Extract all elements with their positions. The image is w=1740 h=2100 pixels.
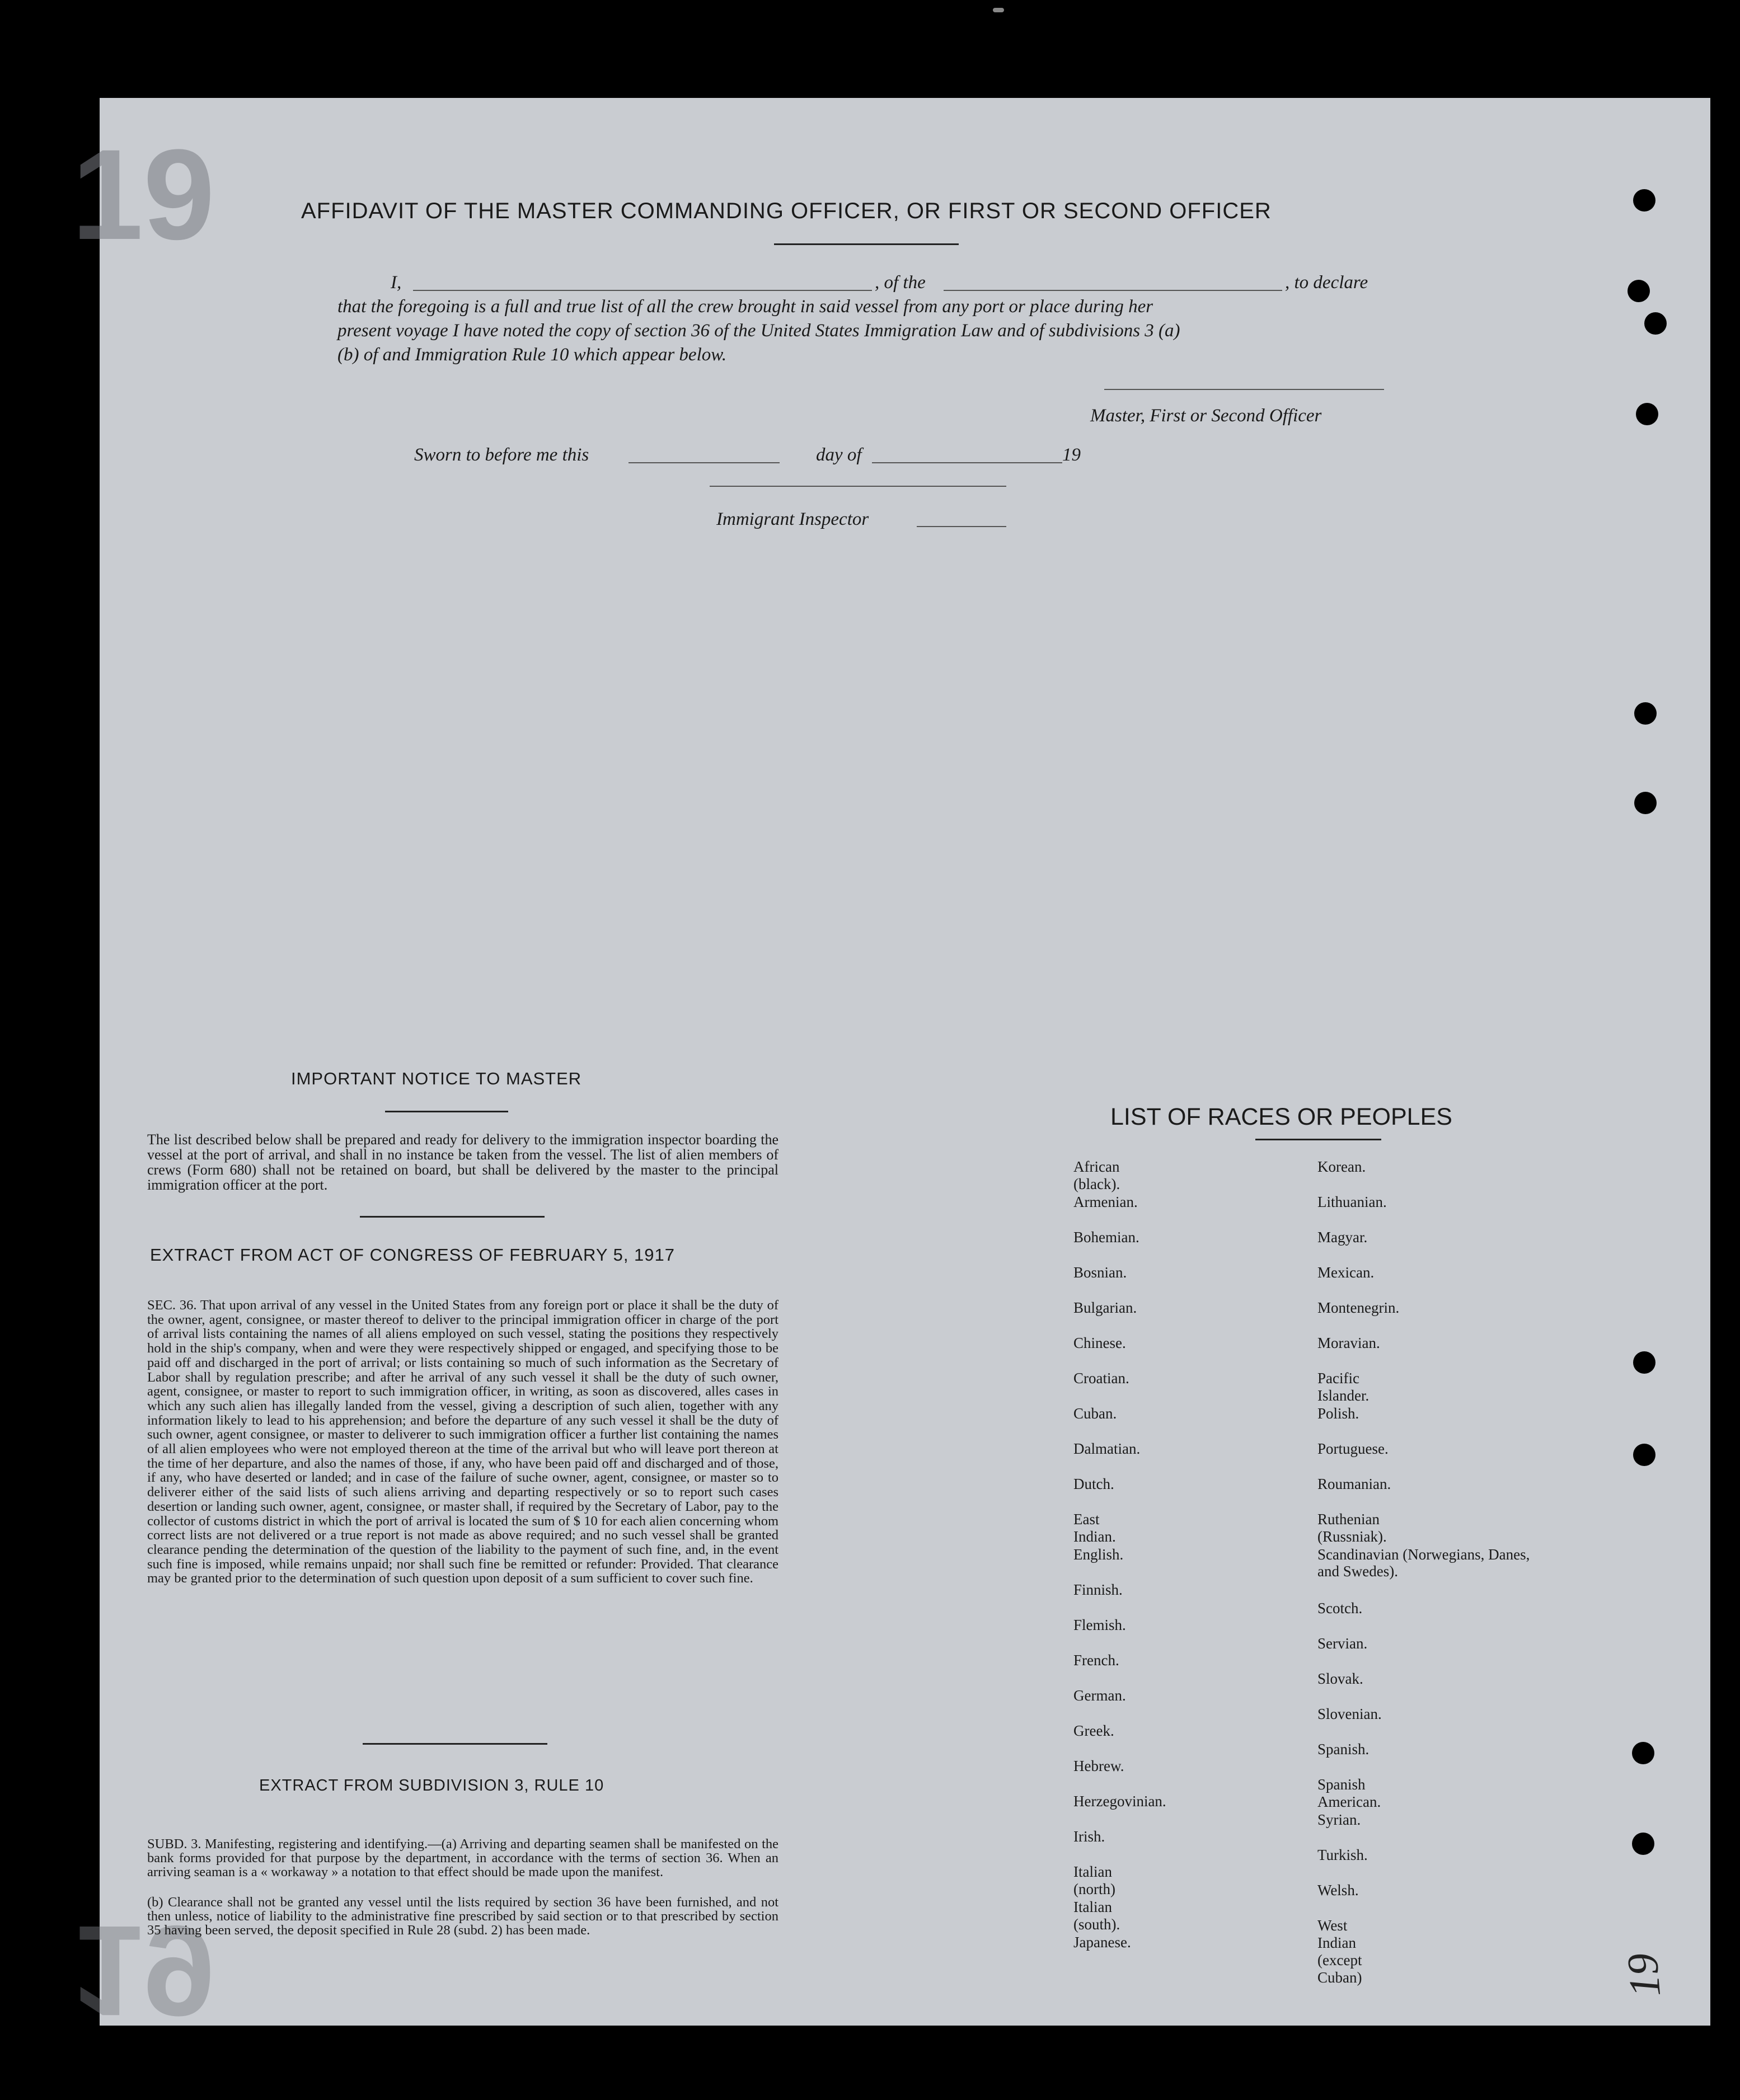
race-item: Roumanian. — [1317, 1476, 1391, 1492]
act-title: EXTRACT FROM ACT OF CONGRESS OF FEBRUARY 5, 1917 — [150, 1245, 676, 1265]
punch-hole — [1636, 403, 1658, 425]
rule-text-a: SUBD. 3. Manifesting, registering and identifying.—(a) Arriving and departing seamen shall be manifested on the bank forms provided for that purpose by the department, in accordance with the terms of section 36. When an arriving seaman is a « workaway » a notation to that effect should be made upon the manifest. — [147, 1836, 778, 1880]
punch-hole — [1644, 312, 1667, 335]
punch-hole — [1633, 1351, 1655, 1374]
race-item: Portuguese. — [1317, 1440, 1389, 1457]
race-item: Polish. — [1317, 1405, 1359, 1422]
notice-text: The list described below shall be prepared and ready for delivery to the immigration inspector boarding the vessel at the port of arrival, and shall in no instance be taken from the vessel. The list of alien members of crews (Form 680) shall not be retained on board, but shall be delivered by the master to the principal immigration officer at the port. — [147, 1131, 778, 1193]
race-item: Korean. — [1317, 1158, 1366, 1175]
races-col1 — [1073, 98, 1166, 1951]
race-item: Dutch. — [1073, 1476, 1114, 1492]
notice-divider — [360, 1216, 545, 1218]
affidavit-line3: present voyage I have noted the copy of section 36 of the United States Immigration Law and of subdivisions 3 (a) — [337, 321, 1180, 341]
sworn-day-field[interactable] — [629, 462, 780, 463]
inspector-signature-field[interactable] — [710, 486, 1006, 487]
punch-hole — [1632, 1742, 1654, 1764]
affidavit-line1-a: I, — [391, 273, 402, 293]
race-item: Italian (north) — [1073, 1863, 1115, 1897]
race-item: African (black). — [1073, 1158, 1120, 1192]
rule-text-b: (b) Clearance shall not be granted any vessel until the lists required by section 36 have been furnished, and not then unless, notice of liability to the administrative fine prescribed by said section or to that prescribed by section 35 having been served, the deposit specified in Rule 28 (subd. 2) has been made. — [147, 1895, 778, 1938]
sworn-day-of: day of — [816, 445, 862, 465]
race-item: Lithuanian. — [1317, 1194, 1387, 1210]
race-item: Slovenian. — [1317, 1706, 1382, 1722]
race-item: Herzegovinian. — [1073, 1793, 1166, 1810]
margin-number: 19 — [1617, 1951, 1670, 1999]
race-item: Spanish American. — [1317, 1776, 1381, 1810]
sworn-text: Sworn to before me this — [414, 445, 589, 465]
race-item: Scandinavian (Norwegians, Danes, and Swedes). — [1317, 1546, 1530, 1580]
race-item: Mexican. — [1317, 1264, 1375, 1281]
race-item: Moravian. — [1317, 1335, 1380, 1351]
race-item: Bulgarian. — [1073, 1299, 1137, 1316]
inspector-field-extra[interactable] — [917, 526, 1006, 527]
signature-field[interactable] — [1104, 389, 1384, 390]
act-text: SEC. 36. That upon arrival of any vessel in the United States from any foreign port or place it shall be the duty of the owner, agent, consignee, or master thereof to deliver to the principal immigration officer in charge of the port of arrival lists containing the names of all aliens employed on such vessel, stating the positions they respectively hold in the ship's company, when and were they were respectively shipped or engaged, and specifying those to be paid off and discharged in the port of arrival; or lists containing so much of such information as the Secretary of Labor shall by regulation prescribe; and after he arrival of any such vessel it shall be the duty of such owner, agent, consignee, or master to report to such immigration officer, in writing, as soon as discovered, alles cases in which any such alien has illegally landed from the vessel, giving a description of such alien, together with any information likely to lead to his apprehension; and before the departure of any such vessel it shall be the duty of such owner, agent consignee, or master to deliverer to such immigration officer a further list containing the names of all alien employees who were not employed thereon at the time of the arrival but who will leave port thereon at the time of her departure, and also the names of those, if any, who have been paid off and discharged and of those, if any, who have deserted or landed; and in case of the failure of suche owner, agent, consignee, or master so to deliverer either of the said lists of such aliens arriving and departing respectively or so to report such cases desertion or landing such owner, agent, consignee, or master shall, if required by the Secretary of Labor, pay to the collector of customs district in which the port of arrival is located the sum of $ 10 for each alien concerning whom correct lists are not delivered or a true report is not made as above required; and no such vessel shall be granted clearance pending the determination of the question of the liability to the payment of such fine, and, in the event such fine is imposed, while remains unpaid; nor shall such fine be remitted or refunder: Provided. That clearance may be granted prior to the determination of such question upon deposit of a sum sufficient to cover such fine. — [147, 1298, 778, 1586]
punch-hole — [1628, 280, 1650, 302]
race-item: Bohemian. — [1073, 1229, 1139, 1246]
race-item: Scotch. — [1317, 1600, 1363, 1617]
scan-mark — [993, 8, 1004, 12]
races-underline — [1255, 1139, 1381, 1140]
page-stamp-top: 19 — [72, 123, 215, 266]
notice-title: IMPORTANT NOTICE TO MASTER — [291, 1069, 582, 1088]
affidavit-line1-c: , to declare — [1285, 273, 1368, 293]
affidavit-title: AFFIDAVIT OF THE MASTER COMMANDING OFFICER, OR FIRST OR SECOND OFFICER — [301, 199, 1272, 223]
race-item: Flemish. — [1073, 1617, 1126, 1633]
race-item: Pacific Islander. — [1317, 1370, 1370, 1404]
race-item: Finnish. — [1073, 1581, 1123, 1598]
race-item: Montenegrin. — [1317, 1299, 1400, 1316]
vessel-field[interactable] — [944, 290, 1282, 291]
punch-hole — [1634, 792, 1657, 814]
sworn-month-field[interactable] — [872, 462, 1062, 463]
race-item: Chinese. — [1073, 1335, 1126, 1351]
notice-underline — [385, 1111, 508, 1112]
race-item: French. — [1073, 1652, 1119, 1669]
race-item: Hebrew. — [1073, 1758, 1124, 1774]
race-item: Armenian. — [1073, 1194, 1138, 1210]
rule-title: EXTRACT FROM SUBDIVISION 3, RULE 10 — [259, 1777, 604, 1794]
affidavit-line4: (b) of and Immigration Rule 10 which appear below. — [337, 345, 727, 365]
affidavit-line2: that the foregoing is a full and true list of all the crew brought in said vessel from any port or place during her — [337, 297, 1153, 317]
races-title: LIST OF RACES OR PEOPLES — [1110, 1103, 1452, 1130]
inspector-label: Immigrant Inspector — [716, 509, 869, 529]
race-item: Japanese. — [1073, 1934, 1131, 1951]
race-item: West Indian (except Cuban) — [1317, 1917, 1362, 1986]
race-item: Bosnian. — [1073, 1264, 1127, 1281]
race-item: Cuban. — [1073, 1405, 1117, 1422]
race-item: Dalmatian. — [1073, 1440, 1141, 1457]
punch-hole — [1632, 1833, 1654, 1855]
race-item: Irish. — [1073, 1828, 1105, 1845]
punch-hole — [1633, 1444, 1655, 1466]
punch-hole — [1633, 189, 1655, 212]
race-item: Magyar. — [1317, 1229, 1368, 1246]
race-item: Greek. — [1073, 1722, 1114, 1739]
act-divider — [363, 1743, 547, 1745]
race-item: Servian. — [1317, 1635, 1368, 1652]
race-item: English. — [1073, 1546, 1124, 1563]
punch-hole — [1634, 702, 1657, 725]
affidavit-line1-b: , of the — [875, 273, 926, 293]
race-item: Croatian. — [1073, 1370, 1129, 1387]
document-page — [72, 98, 1710, 2043]
race-item: Turkish. — [1317, 1847, 1368, 1863]
signature-label: Master, First or Second Officer — [1090, 406, 1322, 426]
race-item: Ruthenian (Russniak). — [1317, 1511, 1387, 1545]
race-item: Spanish. — [1317, 1741, 1370, 1758]
race-item: East Indian. — [1073, 1511, 1116, 1545]
page-stamp-bottom: 19 — [72, 1899, 215, 2043]
race-item: Welsh. — [1317, 1882, 1359, 1899]
name-field[interactable] — [413, 290, 872, 291]
title-underline — [774, 243, 959, 245]
race-item: Syrian. — [1317, 1811, 1361, 1828]
race-item: Slovak. — [1317, 1670, 1363, 1687]
race-item: Italian (south). — [1073, 1899, 1120, 1933]
race-item: German. — [1073, 1687, 1126, 1704]
sworn-year: 19 — [1062, 445, 1081, 465]
